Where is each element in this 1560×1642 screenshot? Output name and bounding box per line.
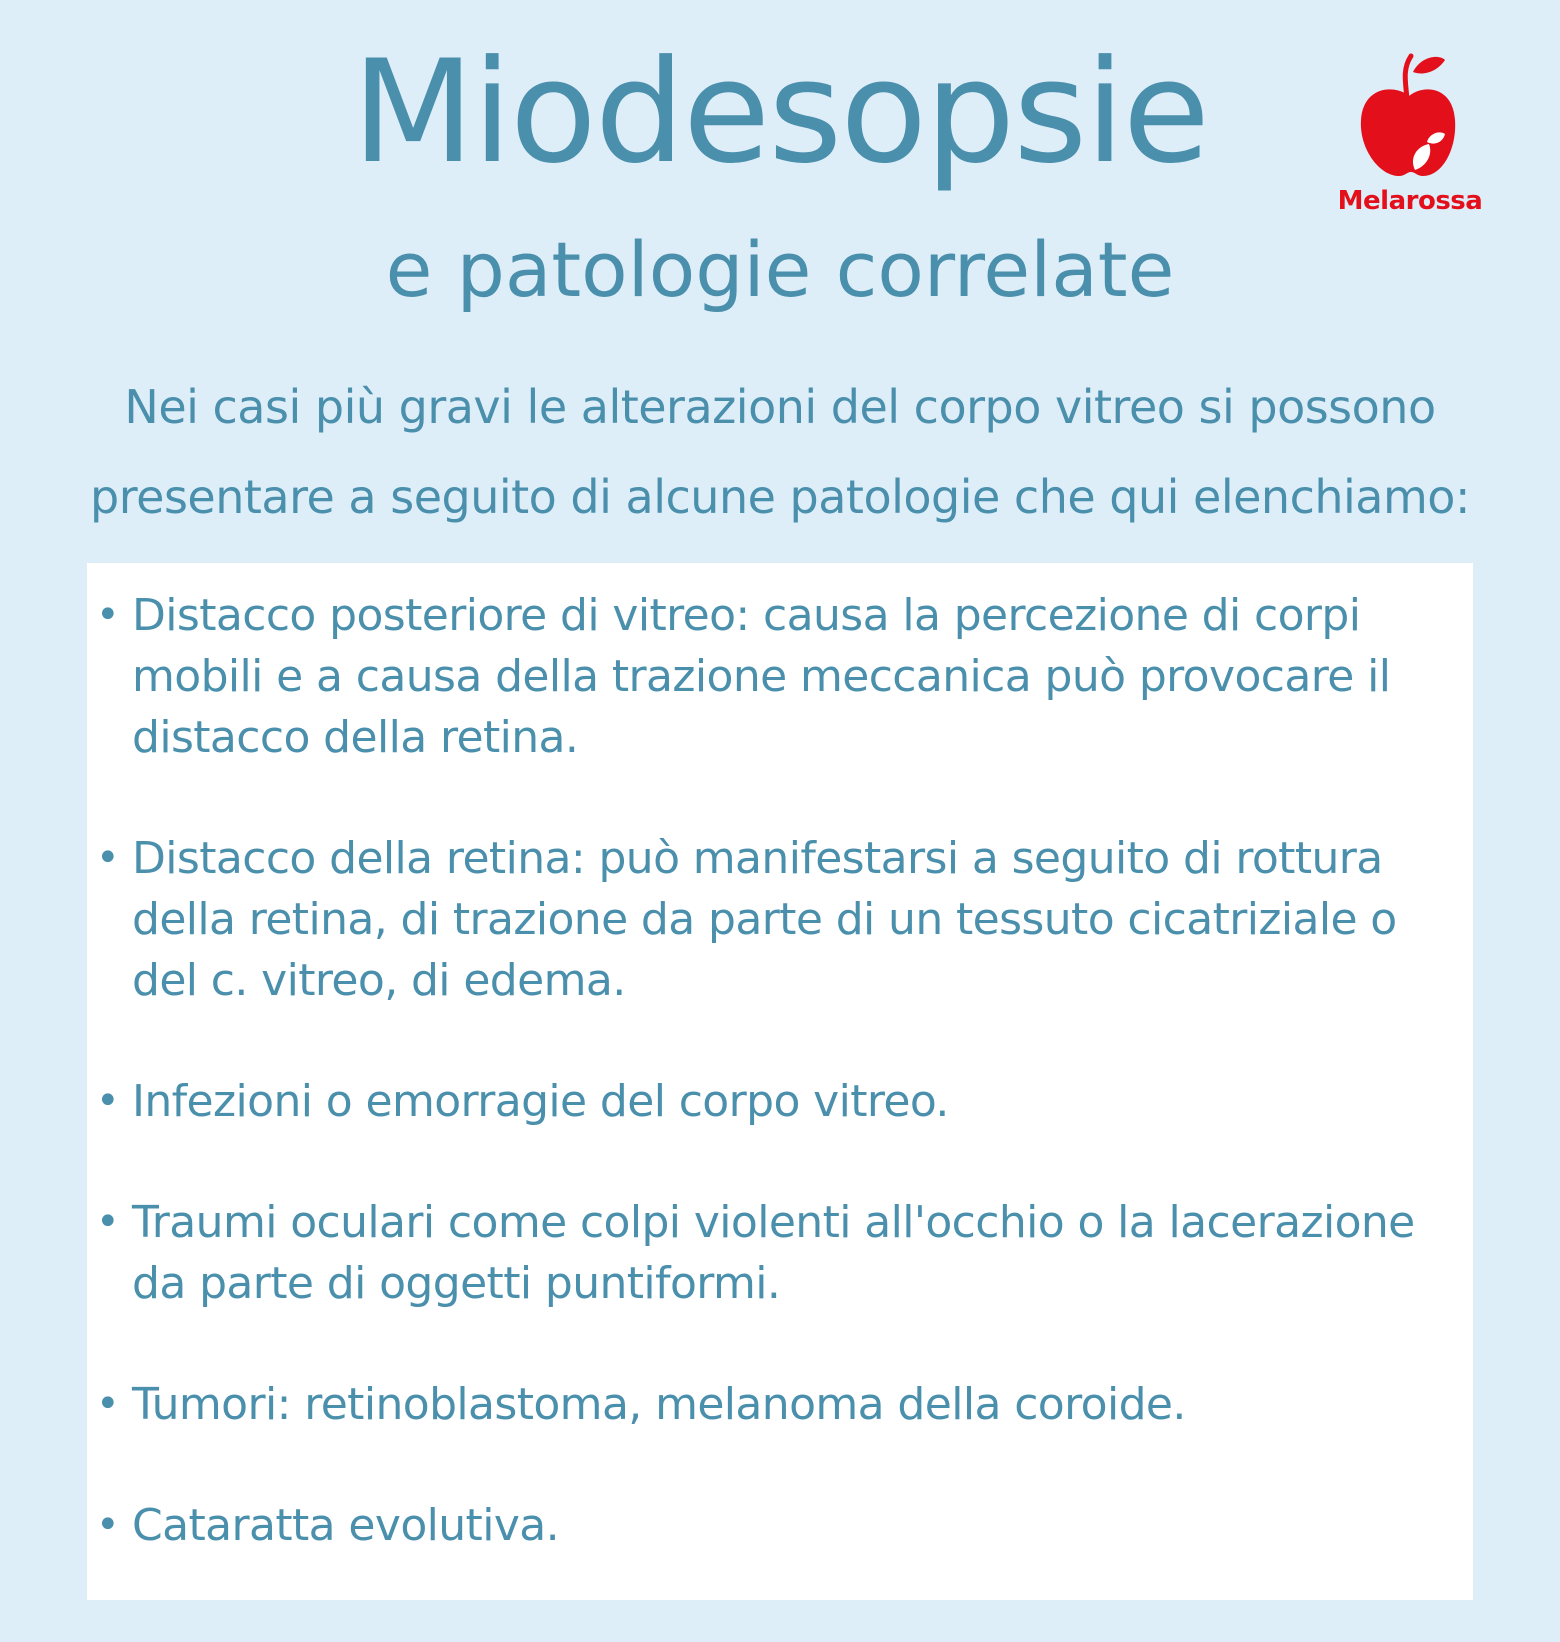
- intro-text: Nei casi più gravi le alterazioni del corpo vitreo si possono presentare a seguito di alcune patologie che qui elenchiamo:: [90, 380, 1470, 524]
- bullet: •: [96, 592, 119, 638]
- apple-icon: [1359, 50, 1459, 180]
- list-item: [87, 585, 1473, 768]
- list-item-text: Distacco posteriore di vitreo: causa la percezione di corpi mobili e a causa della trazione meccanica può provocare il distacco della retina.: [132, 590, 1391, 763]
- list-item-text: Traumi oculari come colpi violenti all'occhio o la lacerazione da parte di oggetti puntiformi.: [132, 1197, 1415, 1309]
- brand-logo: [1325, 50, 1495, 225]
- brand-name: Melarossa: [1337, 186, 1483, 216]
- bullet: •: [96, 835, 119, 881]
- list-item-text: Distacco della retina: può manifestarsi a seguito di rottura della retina, di trazione da parte di un tessuto cicatriziale o del c. vitreo, di edema.: [132, 833, 1397, 1006]
- list-item: [87, 1374, 1473, 1435]
- bullet: •: [96, 1078, 119, 1124]
- page-subtitle: e patologie correlate: [385, 225, 1175, 314]
- list-item: [87, 1495, 1473, 1556]
- pathologies-card: [87, 563, 1473, 1600]
- list-item: [87, 1071, 1473, 1132]
- list-item-text: Infezioni o emorragie del corpo vitreo.: [132, 1076, 949, 1127]
- bullet: •: [96, 1381, 119, 1427]
- list-item-text: Tumori: retinoblastoma, melanoma della coroide.: [132, 1379, 1186, 1430]
- bullet: •: [96, 1502, 119, 1548]
- bullet: •: [96, 1199, 119, 1245]
- list-item: [87, 828, 1473, 1011]
- list-item: [87, 1192, 1473, 1314]
- list-item-text: Cataratta evolutiva.: [132, 1500, 560, 1551]
- page-title: Miodesopsie: [351, 30, 1209, 195]
- pathologies-list: [87, 585, 1473, 1616]
